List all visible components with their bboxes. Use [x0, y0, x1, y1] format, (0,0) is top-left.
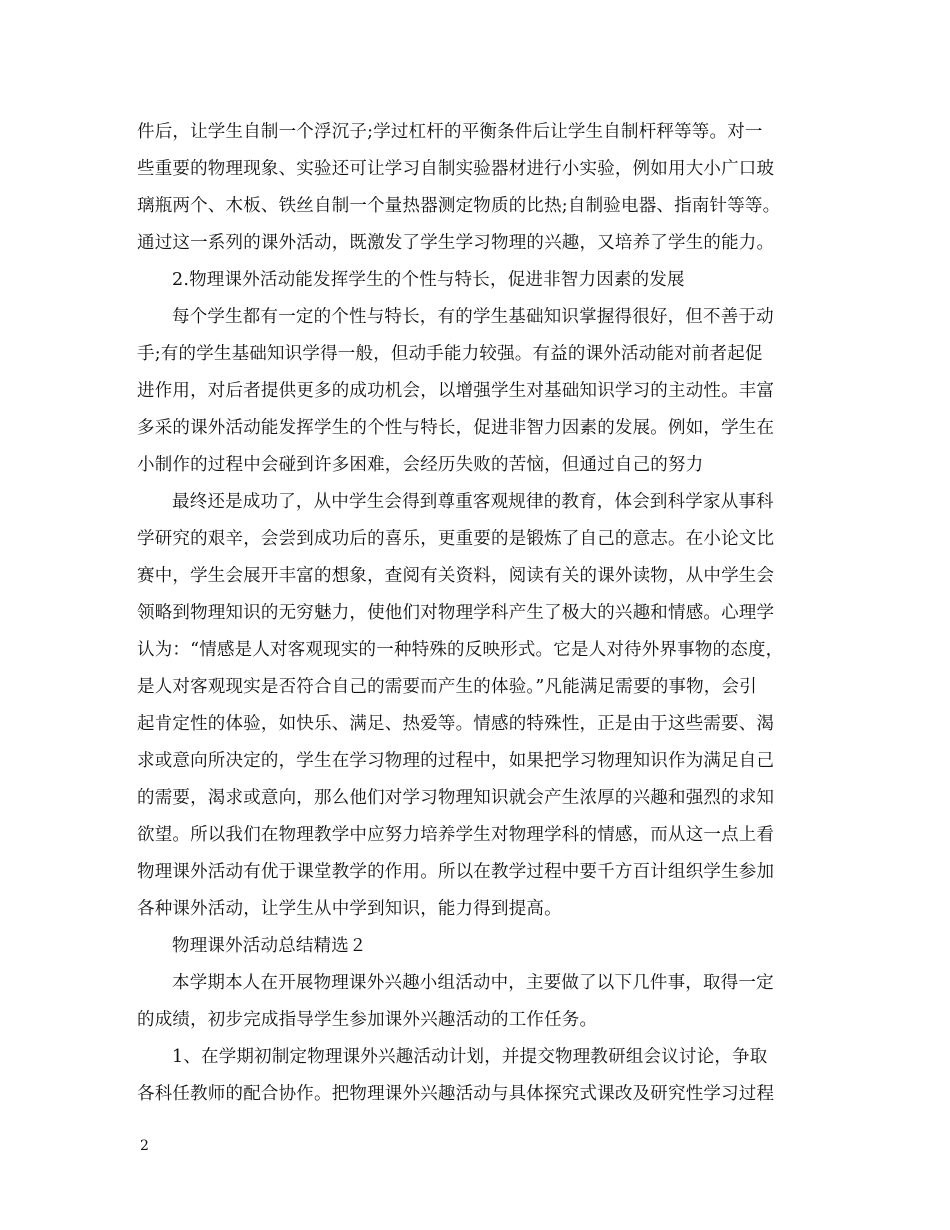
text-line: 璃瓶两个、木板、铁丝自制一个量热器测定物质的比热;自制验电器、指南针等等。 [137, 196, 781, 216]
text-line: 1、在学期初制定物理课外兴趣活动计划，并提交物理教研组会议讨论，争取 [172, 1047, 768, 1067]
text-line: 物理课外活动有优于课堂教学的作用。所以在教学过程中要千方百计组织学生参加 [137, 862, 775, 882]
text-line: 每个学生都有一定的个性与特长，有的学生基础知识掌握得很好，但不善于动 [172, 307, 774, 327]
text-line: 通过这一系列的课外活动，既激发了学生学习物理的兴趣，又培养了学生的能力。 [137, 233, 775, 253]
text-line: 各科任教师的配合协作。把物理课外兴趣活动与具体探究式课改及研究性学习过程 [137, 1084, 775, 1104]
text-line: 件后，让学生自制一个浮沉子;学过杠杆的平衡条件后让学生自制杆秤等等。对一 [137, 122, 763, 142]
text-line: 多采的课外活动能发挥学生的个性与特长，促进非智力因素的发展。例如，学生在 [137, 418, 775, 438]
text-line: 些重要的物理现象、实验还可让学习自制实验器材进行小实验，例如用大小广口玻 [137, 159, 775, 179]
text-line: 认为：“情感是人对客观现实的一种特殊的反映形式。它是人对待外界事物的态度， [137, 640, 784, 660]
page-number: 2 [140, 1138, 149, 1154]
text-line: 求或意向所决定的，学生在学习物理的过程中，如果把学习物理知识作为满足自己 [137, 751, 775, 771]
text-line: 领略到物理知识的无穷魅力，使他们对物理学科产生了极大的兴趣和情感。心理学 [137, 603, 775, 623]
text-line: 欲望。所以我们在物理教学中应努力培养学生对物理学科的情感，而从这一点上看 [137, 825, 775, 845]
text-line: 手;有的学生基础知识学得一般，但动手能力较强。有益的课外活动能对前者起促 [137, 344, 763, 364]
text-line: 小制作的过程中会碰到许多困难，会经历失败的苦恼，但通过自己的努力 [137, 455, 704, 475]
text-line: 学研究的艰辛，会尝到成功后的喜乐，更重要的是锻炼了自己的意志。在小论文比 [137, 529, 775, 549]
text-line: 赛中，学生会展开丰富的想象，查阅有关资料，阅读有关的课外读物，从中学生会 [137, 566, 775, 586]
text-line: 进作用，对后者提供更多的成功机会，以增强学生对基础知识学习的主动性。丰富 [137, 381, 775, 401]
text-line: 本学期本人在开展物理课外兴趣小组活动中，主要做了以下几件事，取得一定 [172, 973, 774, 993]
text-line: 的需要，渴求或意向，那么他们对学习物理知识就会产生浓厚的兴趣和强烈的求知 [137, 788, 775, 808]
text-line: 的成绩，初步完成指导学生参加课外兴趣活动的工作任务。 [137, 1010, 598, 1030]
text-line: 2.物理课外活动能发挥学生的个性与特长，促进非智力因素的发展 [172, 270, 685, 290]
document-body [137, 114, 817, 1113]
text-line: 各种课外活动，让学生从中学到知识，能力得到提高。 [137, 899, 562, 919]
text-line: 最终还是成功了，从中学生会得到尊重客观规律的教育，体会到科学家从事科 [172, 492, 774, 512]
text-line: 是人对客观现实是否符合自己的需要而产生的体验。”凡能满足需要的事物，会引 [137, 677, 757, 697]
text-line: 物理课外活动总结精选２ [172, 936, 367, 956]
text-line: 起肯定性的体验，如快乐、满足、热爱等。情感的特殊性，正是由于这些需要、渴 [137, 714, 775, 734]
